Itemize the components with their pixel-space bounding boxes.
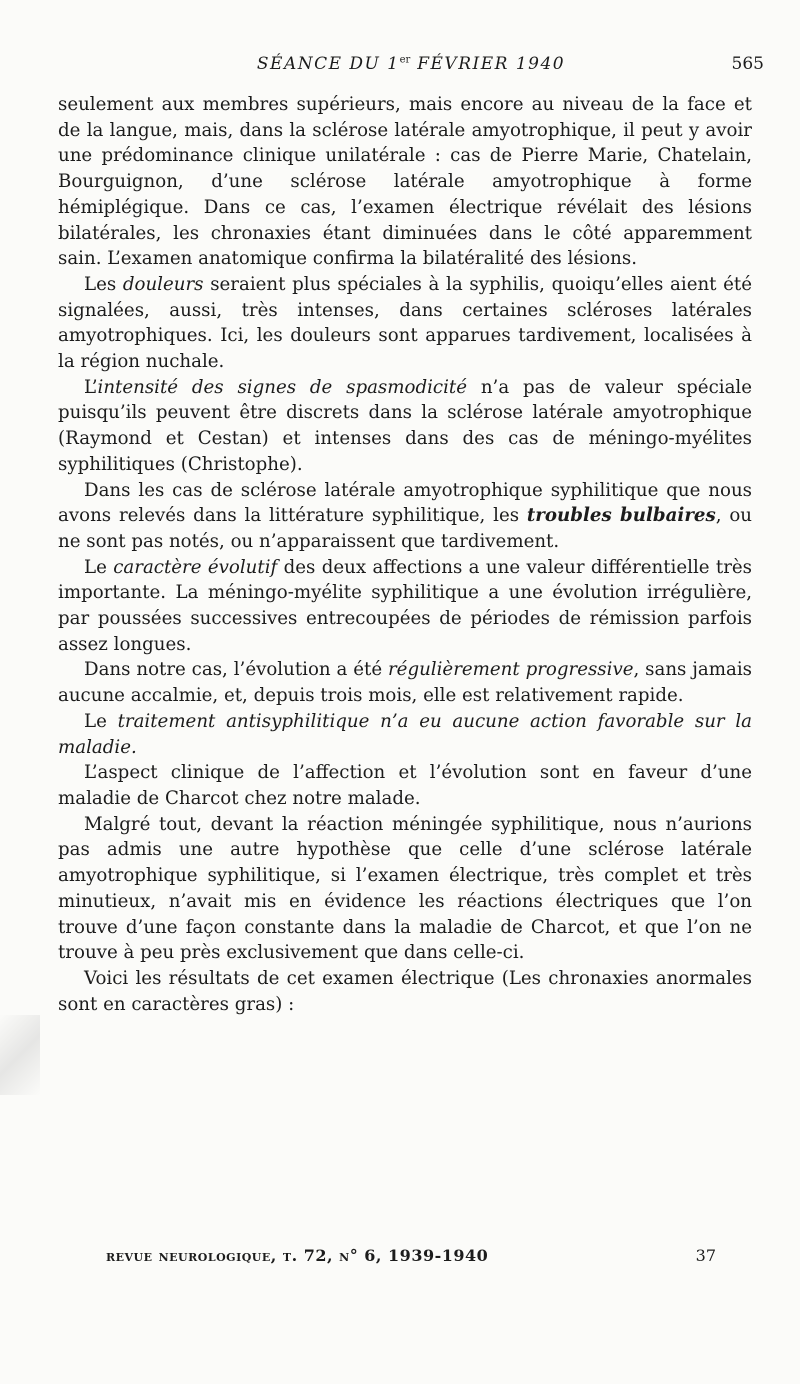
paragraph-6-em: régulièrement progressive [387, 659, 634, 681]
paragraph-2 [58, 272, 752, 375]
paragraph-5-pre: Le [84, 556, 114, 578]
running-title-pre: SÉANCE DU 1 [256, 54, 400, 74]
paragraph-4-pre: Dans les cas de sclérose latérale amyotrophique syphilitique que nous avons relevés dans la littérature syphilitique, les [58, 479, 752, 527]
paragraph-5-post: des deux affections a une valeur différentielle très importante. La méningo-myélite syphilitique a une évolution irrégulière, par poussées successives entrecoupées de périodes de rémission parfois assez longues. [58, 556, 752, 655]
running-title-post: FÉVRIER 1940 [410, 54, 566, 74]
paragraph-2-em: douleurs [122, 273, 204, 295]
paragraph-3-pre: L’ [84, 376, 98, 398]
paragraph-8: L’aspect clinique de l’affection et l’évolution sont en faveur d’une maladie de Charcot chez notre malade. [58, 762, 752, 809]
paragraph-5 [58, 555, 752, 658]
paragraph-4 [58, 478, 752, 555]
paragraph-6-pre: Dans notre cas, l’évolution a été [84, 659, 388, 681]
paragraph-9: Malgré tout, devant la réaction méningée syphilitique, nous n’aurions pas admis une autre hypothèse que celle d’une sclérose latérale amyotrophique syphilitique, si l’examen électrique, très complet et très minutieux, n’avait mis en évidence les réactions électriques que l’on trouve d’une façon constante dans la maladie de Charcot, et que l’on ne trouve à peu près exclusivement que dans celle-ci. [58, 813, 752, 964]
paragraph-4-post: , ou ne sont pas notés, ou n’apparaissent que tardivement. [58, 505, 752, 552]
paragraph-2-pre: Les [84, 273, 123, 295]
paragraph-1: seulement aux membres supérieurs, mais encore au niveau de la face et de la langue, mais, dans la sclérose latérale amyotrophique, il peut y avoir une prédominance clinique unilatérale : cas de Pierre Marie, Chatelain, Bourguignon, d’une sclérose latérale amyotrophique à forme hémiplégique. Dans ce cas, l’examen électrique révélait des lésions bilatérales, les chronaxies étant diminuées dans le côté apparemment sain. L’examen anatomique confirma la bilatéralité des lésions. [58, 94, 752, 270]
paragraph-7-pre: Le [84, 710, 118, 732]
page-footer [106, 1246, 716, 1270]
paragraph-7-em: traitement antisyphilitique n’a eu aucune action favorable sur la maladie. [58, 710, 753, 758]
running-header [58, 54, 764, 80]
signature-number: 37 [695, 1246, 716, 1265]
page-number: 565 [731, 54, 764, 74]
scan-artifact [0, 1015, 40, 1095]
paragraph-3-post: n’a pas de valeur spéciale puisqu’ils peuvent être discrets dans la sclérose latérale amyotrophique (Raymond et Cestan) et intenses dans des cas de méningo-myélites syphilitiques (Christophe). [58, 376, 752, 475]
paragraph-6-post: , sans jamais aucune accalmie, et, depuis trois mois, elle est relativement rapide. [58, 659, 752, 707]
running-title-sup: er [399, 54, 411, 66]
paragraph-2-post: seraient plus spéciales à la syphilis, quoiqu’elles aient été signalées, aussi, très intenses, dans certaines scléroses latérales amyotrophiques. Ici, les douleurs sont apparues tardivement, localisées à la région nuchale. [58, 273, 752, 373]
body-text [58, 92, 752, 1017]
paragraph-10: Voici les résultats de cet examen électrique (Les chronaxies anormales sont en caractères gras) : [58, 967, 752, 1015]
paragraph-4-em: troubles bulbaires [526, 505, 716, 527]
journal-citation: revue neurologique, t. 72, n° 6, 1939-1940 [106, 1246, 489, 1265]
paragraph-3 [58, 375, 752, 478]
running-title [58, 54, 764, 74]
paragraph-5-em: caractère évolutif [113, 556, 278, 578]
paragraph-7 [58, 709, 752, 760]
paragraph-3-em: intensité des signes de spasmodicité [97, 376, 467, 398]
paragraph-6 [58, 657, 752, 708]
